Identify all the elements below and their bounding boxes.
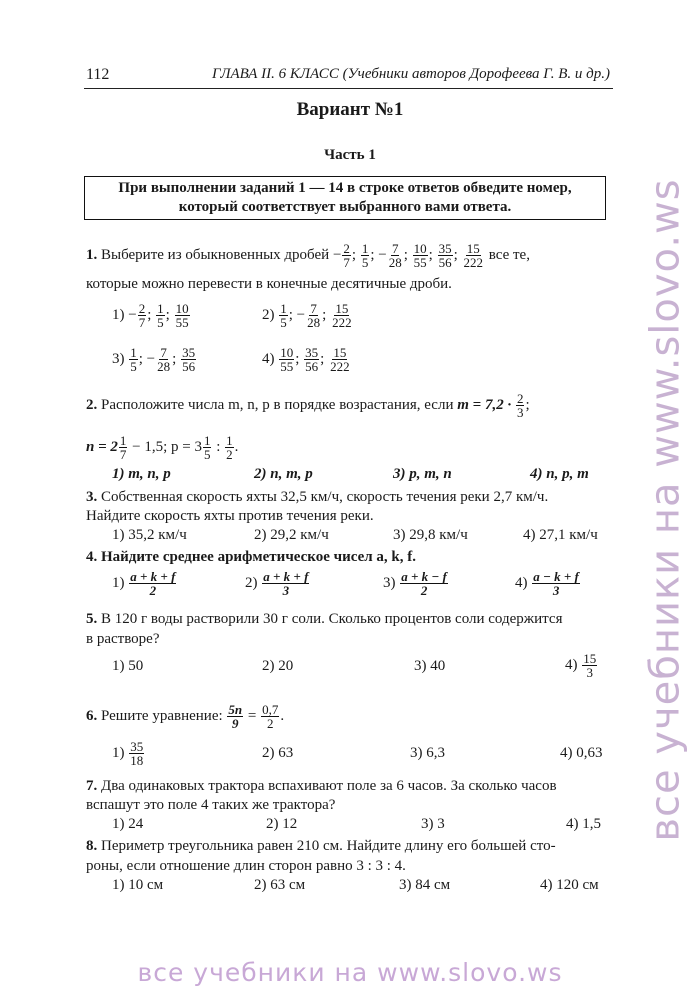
q3-option-4[interactable]: 4) 27,1 км/ч (523, 527, 598, 543)
question-8-line-2: роны, если отношение длин сторон равно 3 : 3 : 4. (86, 858, 406, 874)
header-rule (84, 88, 613, 89)
question-7-line-2: вспашут это поле 4 таких же трактора? (86, 797, 336, 813)
q7-option-1[interactable]: 1) 24 (112, 816, 144, 832)
q6-option-4[interactable]: 4) 0,63 (560, 745, 603, 761)
question-5-line-2: в растворе? (86, 631, 160, 647)
question-6: 6. Решите уравнение: $\frac{5n}{9}$ = $\frac{0,7}{2}$ . (86, 702, 285, 731)
q2-option-3[interactable]: 3) p, m, n (393, 466, 452, 482)
bottom-watermark: все учебники на www.slovo.ws (137, 958, 563, 987)
q1-option-2[interactable]: 2) $\frac{1}{5}$ ; − $\frac{7}{28}$ ; $\frac{15}{222}$ (262, 301, 352, 330)
q7-option-3[interactable]: 3) 3 (421, 816, 445, 832)
variant-title: Вариант №1 (296, 99, 404, 120)
question-1: 1. Выберите из обыкновенных дробей − $\frac{2}{7}$ ; $\frac{1}{5}$ ; − $\frac{7}{28}$ ; $\frac{10}{55}$ ; $\frac{35}{56}$ ; $\frac{15}{222}$ все те, (86, 241, 530, 270)
q2-option-2[interactable]: 2) n, m, p (254, 466, 313, 482)
q7-option-4[interactable]: 4) 1,5 (566, 816, 601, 832)
part-title: Часть 1 (324, 147, 376, 163)
q8-option-2[interactable]: 2) 63 см (254, 877, 306, 893)
page-number: 112 (86, 66, 110, 83)
q5-option-2[interactable]: 2) 20 (262, 658, 294, 674)
question-text: Выберите из обыкновенных дробей (101, 246, 330, 263)
instruction-box (84, 176, 606, 220)
q1-option-3[interactable]: 3) $\frac{1}{5}$ ; − $\frac{7}{28}$ ; $\frac{35}{56}$ (112, 345, 196, 374)
q6-option-2[interactable]: 2) 63 (262, 745, 294, 761)
q4-option-1[interactable]: 1) $\frac{a + k + f}{2}$ (112, 569, 176, 598)
question-1-line-2: которые можно перевести в конечные десятичные дроби. (86, 276, 452, 292)
q3-option-2[interactable]: 2) 29,2 км/ч (254, 527, 329, 543)
running-title: ГЛАВА II. 6 КЛАСС (Учебники авторов Дорофеева Г. В. и др.) (212, 66, 610, 82)
question-3: 3. Собственная скорость яхты 32,5 км/ч, скорость течения реки 2,7 км/ч. (86, 489, 549, 505)
question-2-line-2: n = 2 $\frac{1}{7}$ − 1,5; p = 3 $\frac{1}{5}$ : $\frac{1}{2}$ . (86, 433, 239, 462)
q8-option-3[interactable]: 3) 84 см (399, 877, 451, 893)
q8-option-1[interactable]: 1) 10 см (112, 877, 164, 893)
q3-option-3[interactable]: 3) 29,8 км/ч (393, 527, 468, 543)
q1-option-4[interactable]: 4) $\frac{10}{55}$ ; $\frac{35}{56}$ ; $\frac{15}{222}$ (262, 345, 350, 374)
side-watermark: все учебники на www.slovo.ws (643, 178, 690, 842)
fraction-list: − $\frac{2}{7}$ ; $\frac{1}{5}$ ; − $\frac{7}{28}$ ; $\frac{10}{55}$ ; $\frac{35}{56}$ ; $\frac{15}{222}$ (332, 241, 483, 270)
q7-option-2[interactable]: 2) 12 (266, 816, 298, 832)
q6-option-1[interactable]: 1) $\frac{35}{18}$ (112, 739, 144, 768)
q2-option-1[interactable]: 1) m, n, p (112, 466, 171, 482)
q1-option-1[interactable]: 1) − $\frac{2}{7}$ ; $\frac{1}{5}$ ; $\frac{10}{55}$ (112, 301, 189, 330)
q4-option-2[interactable]: 2) $\frac{a + k + f}{3}$ (245, 569, 309, 598)
q6-option-3[interactable]: 3) 6,3 (410, 745, 445, 761)
q4-option-3[interactable]: 3) $\frac{a + k - f}{2}$ (383, 569, 447, 598)
instruction-line-1: При выполнении заданий 1 — 14 в строке ответов обведите номер, (118, 180, 572, 196)
question-3-line-2: Найдите скорость яхты против течения реки. (86, 508, 374, 524)
q2-option-4[interactable]: 4) n, p, m (530, 466, 589, 482)
q5-option-1[interactable]: 1) 50 (112, 658, 144, 674)
question-5: 5. В 120 г воды растворили 30 г соли. Сколько процентов соли содержится (86, 611, 563, 627)
q5-option-3[interactable]: 3) 40 (414, 658, 446, 674)
q5-option-4[interactable]: 4) $\frac{15}{3}$ (565, 651, 597, 680)
q8-option-4[interactable]: 4) 120 см (540, 877, 599, 893)
question-4: 4. Найдите среднее арифметическое чисел a, k, f. (86, 549, 416, 565)
question-7: 7. Два одинаковых трактора вспахивают поле за 6 часов. За сколько часов (86, 778, 557, 794)
instruction-line-2: который соответствует выбранного вами ответа. (178, 199, 512, 215)
question-number: 1. (86, 246, 98, 263)
question-8: 8. Периметр треугольника равен 210 см. Найдите длину его большей сто- (86, 838, 556, 854)
q3-option-1[interactable]: 1) 35,2 км/ч (112, 527, 187, 543)
question-2: 2. Расположите числа m, n, p в порядке возрастания, если m = 7,2 · $\frac{2}{3}$ ; (86, 391, 530, 420)
q4-option-4[interactable]: 4) $\frac{a - k + f}{3}$ (515, 569, 579, 598)
